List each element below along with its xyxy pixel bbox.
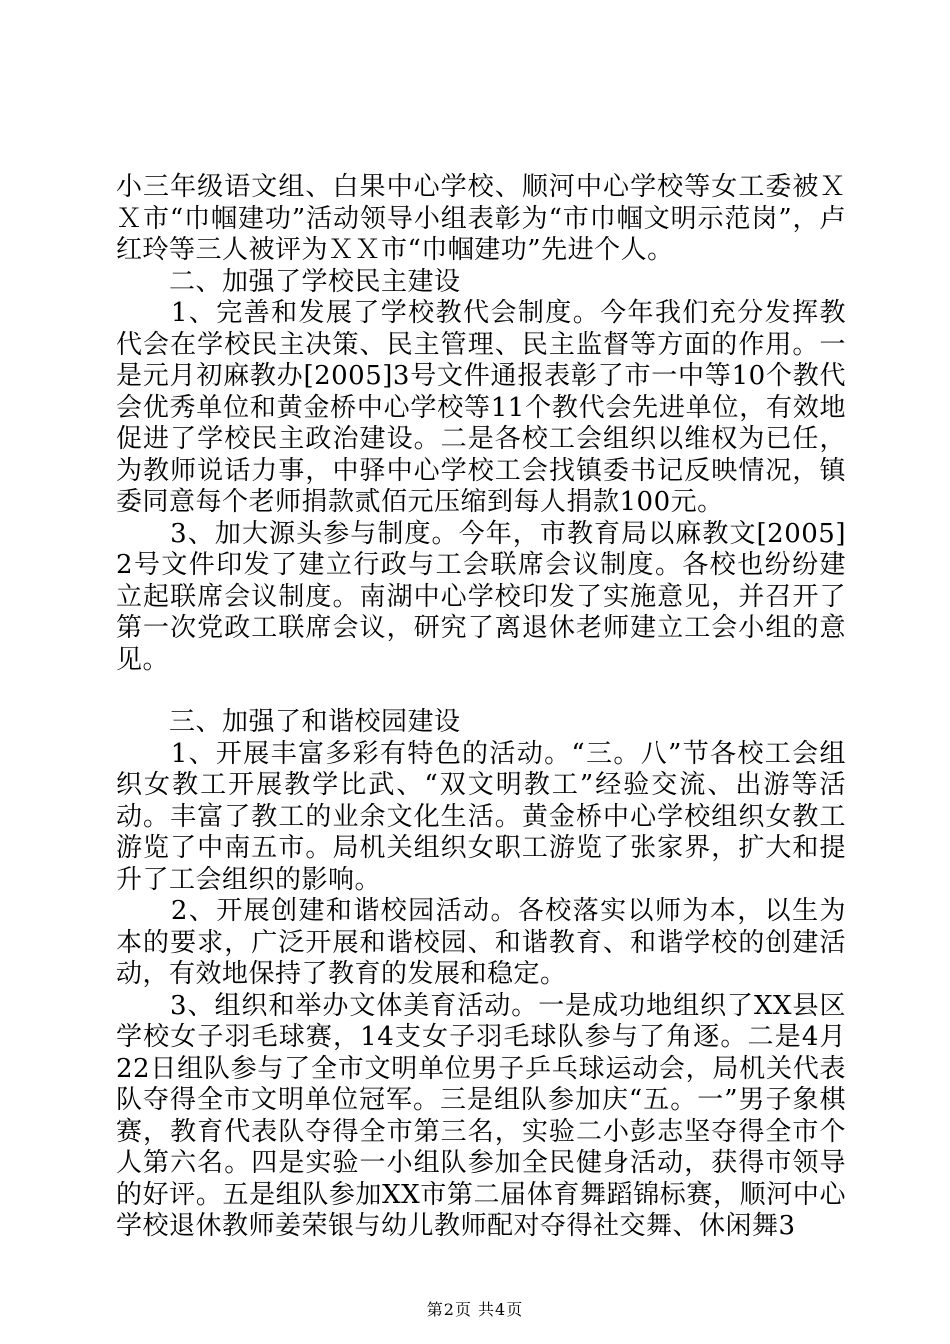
paragraph-teacher-congress: 1、完善和发展了学校教代会制度。今年我们充分发挥教代会在学校民主决策、民主管理、民主监督等方面的作用。一是元月初麻教办[2005]3号文件通报表彰了市一中等10个教代会优秀单位和黄金桥中心学校等11个教代会先进单位，有效地促进了学校民主政治建设。二是各校工会组织以维权为已任，为教师说话力事，中驿中心学校工会找镇委书记反映情况，镇委同意每个老师捐款贰佰元压缩到每人捐款100元。 [116, 298, 846, 517]
paragraph-continuation: 小三年级语文组、白果中心学校、顺河中心学校等女工委被ＸＸ市“巾帼建功”活动领导小组表彰为“市巾帼文明示范岗”，卢红玲等三人被评为ＸＸ市“巾帼建功”先进个人。 [116, 172, 846, 265]
paragraph-activities: 1、开展丰富多彩有特色的活动。“三。八”节各校工会组织女教工开展教学比武、“双文明教工”经验交流、出游等活动。丰富了教工的业余文化生活。黄金桥中心学校组织女教工游览了中南五市。局机关组织女职工游览了张家界，扩大和提升了工会组织的影响。 [116, 738, 846, 895]
section-heading-harmony: 三、加强了和谐校园建设 [116, 707, 461, 737]
document-body [116, 172, 846, 1243]
paragraph-harmonious-campus: 2、开展创建和谐校园活动。各校落实以师为本，以生为本的要求，广泛开展和谐校园、和谐教育、和谐学校的创建活动，有效地保持了教育的发展和稳定。 [116, 896, 846, 989]
paragraph-gap [116, 676, 846, 707]
paragraph-source-participation: 3、加大源头参与制度。今年，市教育局以麻教文[2005]2号文件印发了建立行政与工会联席会议制度。各校也纷纷建立起联席会议制度。南湖中心学校印发了实施意见，并召开了第一次党政工联席会议，研究了离退休老师建立工会小组的意见。 [116, 518, 846, 675]
paragraph-sports-arts: 3、组织和举办文体美育活动。一是成功地组织了XX县区学校女子羽毛球赛，14支女子羽毛球队参与了角逐。二是4月22日组队参与了全市文明单位男子乒乓球运动会，局机关代表队夺得全市文明单位冠军。三是组队参加庆“五。一”男子象棋赛，教育代表队夺得全市第三名，实验二小彭志坚夺得全市个人第六名。四是实验一小组队参加全民健身活动，获得市领导的好评。五是组队参加XX市第二届体育舞蹈锦标赛，顺河中心学校退休教师姜荣银与幼儿教师配对夺得社交舞、休闲舞3 [116, 990, 846, 1241]
section-heading-democracy: 二、加强了学校民主建设 [116, 266, 461, 297]
page-number-footer: 第2页 共4页 [426, 1300, 524, 1319]
